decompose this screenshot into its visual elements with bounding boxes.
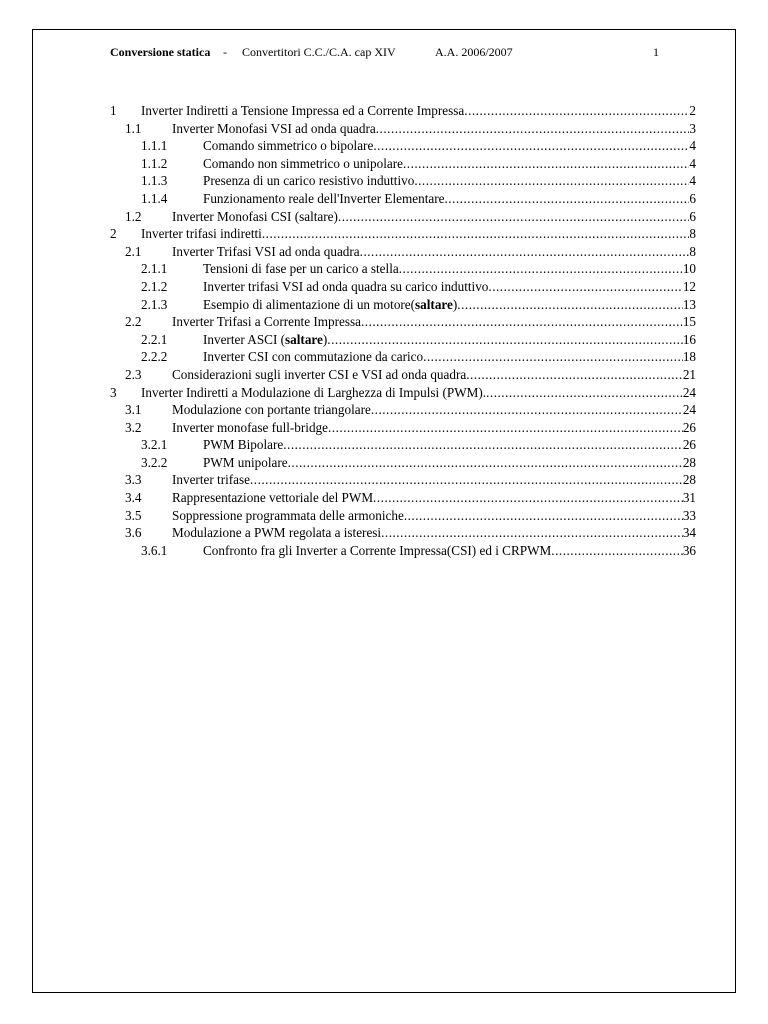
toc-entry-number: 3.1 [125,402,142,418]
toc-entry-title [203,172,414,190]
chapter-title: Convertitori C.C./C.A. cap XIV [242,45,396,59]
toc-entry-line [172,507,696,525]
toc-entry-title-text: Inverter trifase [172,472,250,488]
dot-leader [457,296,683,314]
page-number: 1 [653,45,659,59]
toc-entry-line [172,489,696,507]
toc-entry-title [172,243,360,261]
toc-entry-page: 3 [689,120,696,136]
toc-entry-title-text: Inverter trifasi VSI ad onda quadra su carico induttivo [203,278,489,294]
toc-entry-number: 1.1.3 [141,173,168,189]
toc-entry[interactable] [110,542,696,560]
toc-entry-title [172,419,328,437]
toc-entry-line [172,419,696,437]
toc-entry-title-suffix: ) [452,296,458,312]
toc-entry-title [203,137,373,155]
toc-entry-title-text: Soppressione programmata delle armoniche [172,507,404,523]
toc-entry-title [172,120,376,138]
toc-entry-number: 2.1.3 [141,296,168,312]
toc-entry[interactable] [110,419,696,437]
toc-entry-title [203,296,457,314]
toc-entry-title [172,401,371,419]
toc-entry-page: 28 [682,472,696,488]
toc-entry-title-bold: saltare [285,331,323,347]
toc-entry[interactable] [110,384,696,402]
toc-entry-page: 6 [689,190,696,206]
toc-entry[interactable] [110,331,696,349]
toc-entry-title-text: Inverter Monofasi CSI (saltare) [172,208,338,224]
toc-entry-line [203,542,696,560]
toc-entry-title-text: Modulazione con portante triangolare [172,402,371,418]
toc-entry[interactable] [110,208,696,226]
toc-entry-title [172,471,250,489]
toc-entry-title-text: Inverter trifasi indiretti [141,226,262,242]
toc-entry[interactable] [110,348,696,366]
toc-entry-title [172,208,338,226]
toc-entry-title-text: Tensioni di fase per un carico a stella [203,261,399,277]
table-of-contents [110,102,696,559]
dot-leader [327,331,683,349]
toc-entry-title-text: Inverter monofase full-bridge [172,419,328,435]
toc-entry-line [172,471,696,489]
toc-entry-line [172,366,696,384]
toc-entry-title-text: Inverter ASCI ( [203,331,286,347]
toc-entry[interactable] [110,102,696,120]
toc-entry-title [172,366,466,384]
toc-entry-number: 3.6 [125,525,142,541]
toc-entry-page: 10 [682,261,696,277]
toc-entry[interactable] [110,436,696,454]
toc-entry-page: 4 [689,155,696,171]
toc-entry-line [141,384,696,402]
toc-entry-number: 2.1 [125,243,142,259]
dot-leader [371,401,683,419]
toc-entry[interactable] [110,120,696,138]
toc-entry-page: 33 [682,507,696,523]
toc-entry[interactable] [110,260,696,278]
toc-entry-number: 2.2.2 [141,349,168,365]
toc-entry-title-text: Funzionamento reale dell'Inverter Elementare [203,190,445,206]
toc-entry-page: 12 [682,278,696,294]
toc-entry-number: 2.1.2 [141,278,168,294]
toc-entry-title-text: Confronto fra gli Inverter a Corrente Impressa(CSI) ed i CRPWM [203,542,552,558]
toc-entry[interactable] [110,278,696,296]
page-header [110,44,660,60]
toc-entry[interactable] [110,454,696,472]
toc-entry-title [203,348,423,366]
toc-entry-page: 2 [689,103,696,118]
toc-entry-title [203,190,444,208]
toc-entry-page: 4 [689,138,696,154]
toc-entry[interactable] [110,401,696,419]
toc-entry-line [172,120,696,138]
dot-leader [376,120,690,138]
toc-entry[interactable] [110,137,696,155]
toc-entry-title-text: Considerazioni sugli inverter CSI e VSI ad onda quadra [172,366,467,382]
toc-entry-title [203,155,403,173]
toc-entry-number: 3.5 [125,507,142,523]
dot-leader [250,471,683,489]
toc-entry[interactable] [110,172,696,190]
toc-entry[interactable] [110,243,696,261]
toc-entry-number: 1.2 [125,208,142,224]
toc-entry-line [172,524,696,542]
toc-entry-number: 1.1.4 [141,190,168,206]
toc-entry[interactable] [110,471,696,489]
dot-leader [328,419,683,437]
toc-entry-number: 3.4 [125,490,142,506]
dot-leader [403,155,689,173]
toc-entry-title-text: Inverter Trifasi VSI ad onda quadra [172,243,360,259]
course-title: Conversione statica [110,45,211,59]
toc-entry[interactable] [110,507,696,525]
toc-entry-title [141,102,464,120]
toc-entry-title [172,313,361,331]
toc-entry-line [141,225,696,243]
toc-entry-line [203,331,696,349]
dot-leader [486,384,683,402]
toc-entry-title [203,331,327,349]
toc-entry-line [203,436,696,454]
toc-entry-title-text: Comando simmetrico o bipolare [203,138,374,154]
toc-entry-number: 3.2.2 [141,454,168,470]
dot-leader [464,102,689,120]
dot-leader [423,348,683,366]
toc-entry-line [172,313,696,331]
toc-entry-line [203,296,696,314]
toc-entry-page: 26 [682,419,696,435]
toc-entry-line [141,102,696,120]
toc-entry-page: 4 [689,173,696,189]
toc-entry[interactable] [110,296,696,314]
toc-entry-page: 6 [689,208,696,224]
toc-entry-page: 24 [682,384,696,400]
toc-entry-number: 1.1.2 [141,155,168,171]
toc-entry-page: 26 [682,437,696,453]
toc-entry-title-suffix: ) [322,331,328,347]
toc-entry-title [203,436,283,454]
toc-entry-page: 24 [682,402,696,418]
toc-entry-page: 16 [682,331,696,347]
toc-entry-title-text: PWM Bipolare [203,437,284,453]
toc-entry-number: 3.3 [125,472,142,488]
toc-entry-page: 13 [682,296,696,312]
toc-entry[interactable] [110,489,696,507]
toc-entry[interactable] [110,190,696,208]
toc-entry[interactable] [110,524,696,542]
dot-leader [551,542,683,560]
toc-entry-title-text: Inverter CSI con commutazione da carico [203,349,424,365]
toc-entry-title-text: Inverter Trifasi a Corrente Impressa [172,314,361,330]
toc-entry-page: 28 [682,454,696,470]
toc-entry-title [203,454,288,472]
toc-entry-number: 3.2 [125,419,142,435]
toc-entry-title [203,542,551,560]
toc-entry-title-text: Inverter Indiretti a Tensione Impressa ed a Corrente Impressa [141,103,465,118]
toc-entry-page: 21 [682,366,696,382]
toc-entry-number: 2.1.1 [141,261,168,277]
toc-entry-line [203,278,696,296]
toc-entry[interactable] [110,225,696,243]
toc-entry-title-text: Modulazione a PWM regolata a isteresi [172,525,382,541]
dot-leader [466,366,683,384]
toc-entry-title [203,278,488,296]
dot-leader [288,454,683,472]
toc-entry-title-text: PWM unipolare [203,454,288,470]
toc-entry-page: 36 [682,542,696,558]
dot-leader [373,137,689,155]
dot-leader [361,313,683,331]
toc-entry-number: 1.1 [125,120,142,136]
toc-entry[interactable] [110,155,696,173]
toc-entry-line [172,401,696,419]
dot-leader [283,436,683,454]
toc-entry-page: 18 [682,349,696,365]
toc-entry-title-text: Presenza di un carico resistivo induttivo [203,173,415,189]
toc-entry-line [203,172,696,190]
toc-entry-page: 15 [682,314,696,330]
toc-entry-line [172,243,696,261]
toc-entry-line [203,155,696,173]
toc-entry-number: 2.2.1 [141,331,168,347]
toc-entry-title [203,260,399,278]
dot-leader [414,172,689,190]
toc-entry-line [203,260,696,278]
toc-entry-number: 2.2 [125,314,142,330]
dot-leader [444,190,689,208]
toc-entry-number: 1 [110,103,117,118]
academic-year: A.A. 2006/2007 [435,45,513,59]
toc-entry-title-text: Inverter Monofasi VSI ad onda quadra [172,120,376,136]
toc-entry[interactable] [110,313,696,331]
toc-entry-title [172,524,381,542]
dot-leader [373,489,683,507]
toc-entry-title-text: Esempio di alimentazione di un motore( [203,296,416,312]
header-separator: - [223,45,227,59]
toc-entry-number: 3.6.1 [141,542,168,558]
toc-entry-title [172,489,373,507]
toc-entry-title-text: Inverter Indiretti a Modulazione di Larghezza di Impulsi (PWM). [141,384,487,400]
toc-entry-title-text: Rappresentazione vettoriale del PWM [172,490,374,506]
toc-entry-title-text: Comando non simmetrico o unipolare [203,155,403,171]
toc-entry-title [172,507,404,525]
toc-entry-line [203,454,696,472]
toc-entry-title-bold: saltare [415,296,453,312]
dot-leader [381,524,683,542]
toc-entry-page: 8 [689,243,696,259]
toc-entry-page: 31 [682,490,696,506]
toc-entry-number: 2.3 [125,366,142,382]
dot-leader [404,507,683,525]
toc-entry-title [141,225,262,243]
dot-leader [262,225,690,243]
toc-entry-page: 34 [682,525,696,541]
dot-leader [399,260,683,278]
toc-entry-line [172,208,696,226]
toc-entry-number: 3.2.1 [141,437,168,453]
toc-entry-line [203,137,696,155]
toc-entry-line [203,190,696,208]
toc-entry-number: 3 [110,384,117,400]
toc-entry[interactable] [110,366,696,384]
toc-entry-page: 8 [689,226,696,242]
toc-entry-title [141,384,486,402]
toc-entry-number: 1.1.1 [141,138,168,154]
dot-leader [338,208,690,226]
toc-entry-line [203,348,696,366]
toc-entry-number: 2 [110,226,117,242]
dot-leader [488,278,682,296]
dot-leader [360,243,690,261]
